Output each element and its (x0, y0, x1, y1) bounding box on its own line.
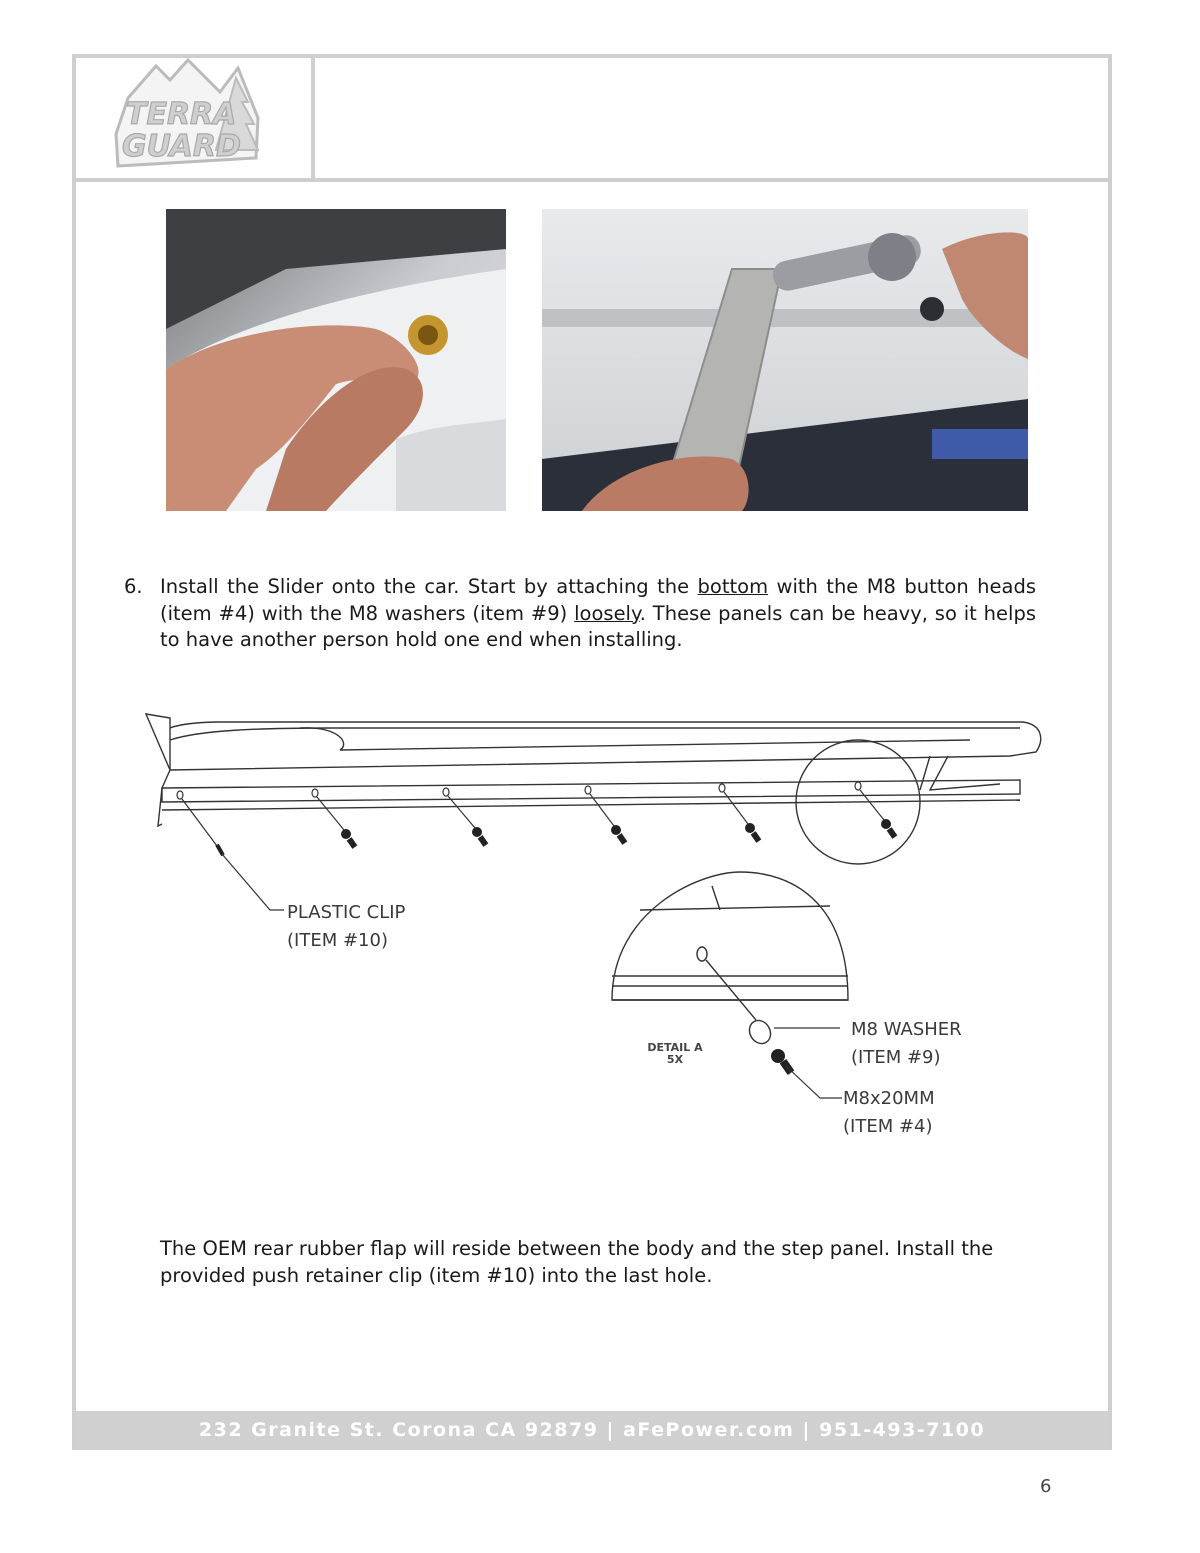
step-number: 6. (124, 575, 143, 598)
washer-label: M8 WASHER (851, 1019, 962, 1040)
logo-terra-text: TERRA (126, 97, 237, 132)
plastic-clip-callout (287, 899, 405, 955)
step-6-text (160, 574, 1036, 654)
footer-contact-bar: 232 Granite St. Corona CA 92879 | aFePower.com | 951-493-7100 (76, 1411, 1108, 1447)
detail-name: DETAIL A (647, 1041, 703, 1054)
bolt-callout (843, 1085, 935, 1141)
logo-cell (72, 54, 315, 178)
emphasis-loosely: loosely (574, 601, 640, 625)
step-text-part: Install the Slider onto the car. Start by attaching the (160, 575, 698, 598)
bolt-label: M8x20MM (843, 1088, 935, 1109)
detail-a-label (640, 1042, 710, 1066)
header (72, 54, 1112, 182)
terra-guard-logo (108, 58, 278, 174)
oem-flap-note: The OEM rear rubber flap will reside between the body and the step panel. Install the provided push retainer clip (item #10) into the last hole. (160, 1237, 994, 1287)
photo-button-head (166, 209, 506, 511)
washer-callout (851, 1016, 962, 1072)
step-6 (124, 574, 1036, 654)
detail-scale: 5X (666, 1053, 684, 1066)
bolt-item: (ITEM #4) (843, 1116, 933, 1137)
plastic-clip-label: PLASTIC CLIP (287, 902, 406, 923)
logo-guard-text: GUARD (122, 129, 241, 164)
step-text-part: . These panels can be heavy, so it helps to have another person hold one end when installing. (160, 601, 1036, 651)
emphasis-bottom: bottom (697, 575, 769, 598)
step-text-part: with the M8 button heads (item #4) with the M8 washers (item #9) (160, 575, 1036, 625)
plastic-clip-item: (ITEM #10) (287, 930, 388, 951)
washer-item: (ITEM #9) (851, 1047, 941, 1068)
page-number: 6 (1040, 1476, 1052, 1497)
photo-ratchet (542, 209, 1028, 511)
